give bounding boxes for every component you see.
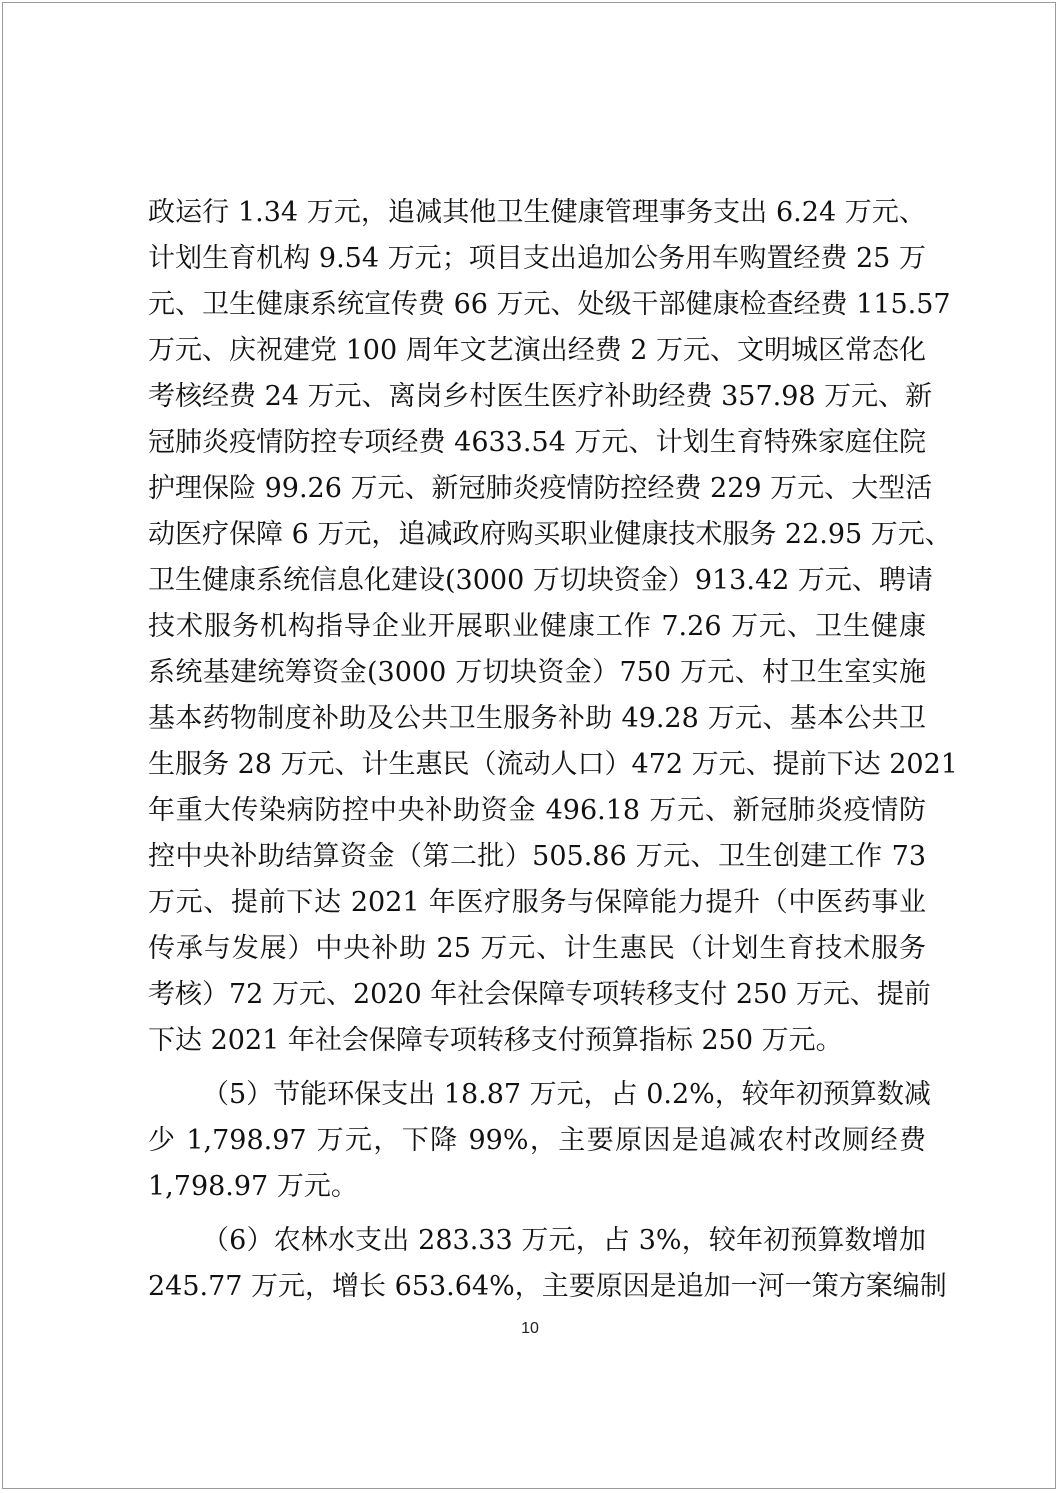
text-line: 系统基建统筹资金(3000 万切块资金）750 万元、村卫生室实施 <box>148 657 926 688</box>
text-line: 年重大传染病防控中央补助资金 496.18 万元、新冠肺炎疫情防 <box>148 795 926 826</box>
paragraph-agriculture-forestry-water <box>148 1218 947 1310</box>
text-line: 少 1,798.97 万元，下降 99%，主要原因是追减农村改厕经费 <box>148 1125 926 1156</box>
text-line: 基本药物制度补助及公共卫生服务补助 49.28 万元、基本公共卫 <box>148 703 926 734</box>
text-line: 政运行 1.34 万元，追减其他卫生健康管理事务支出 6.24 万元、 <box>148 197 926 228</box>
text-line: 动医疗保障 6 万元，追减政府购买职业健康技术服务 22.95 万元、 <box>148 519 952 550</box>
page-number: 10 <box>521 1320 539 1337</box>
text-line: 元、卫生健康系统宣传费 66 万元、处级干部健康检查经费 115.57 <box>148 289 951 320</box>
text-line: 生服务 28 万元、计生惠民（流动人口）472 万元、提前下达 2021 <box>148 749 958 780</box>
text-line: 245.77 万元，增长 653.64%，主要原因是追加一河一策方案编制 <box>148 1271 947 1302</box>
text-line: 控中央补助结算资金（第二批）505.86 万元、卫生创建工作 73 <box>148 841 926 872</box>
text-line: 1,798.97 万元。 <box>148 1171 358 1202</box>
text-line: 下达 2021 年社会保障专项转移支付预算指标 250 万元。 <box>148 1025 843 1056</box>
text-line: 技术服务机构指导企业开展职业健康工作 7.26 万元、卫生健康 <box>148 611 926 642</box>
paragraph-health-expenditure <box>148 190 958 1064</box>
text-line: （5）节能环保支出 18.87 万元，占 0.2%，较年初预算数减 <box>202 1079 931 1110</box>
text-line: 护理保险 99.26 万元、新冠肺炎疫情防控经费 229 万元、大型活 <box>148 473 933 504</box>
text-line: （6）农林水支出 283.33 万元，占 3%，较年初预算数增加 <box>202 1225 926 1256</box>
text-line: 万元、提前下达 2021 年医疗服务与保障能力提升（中医药事业 <box>148 887 926 918</box>
text-line: 万元、庆祝建党 100 周年文艺演出经费 2 万元、文明城区常态化 <box>148 335 927 366</box>
text-line: 计划生育机构 9.54 万元；项目支出追加公务用车购置经费 25 万 <box>148 243 926 274</box>
document-body <box>148 190 958 1310</box>
text-line: 冠肺炎疫情防控专项经费 4633.54 万元、计划生育特殊家庭住院 <box>148 427 926 458</box>
text-line: 考核）72 万元、2020 年社会保障专项转移支付 250 万元、提前 <box>148 979 931 1010</box>
text-line: 传承与发展）中央补助 25 万元、计生惠民（计划生育技术服务 <box>148 933 926 964</box>
paragraph-gap <box>148 1064 926 1072</box>
paragraph-gap <box>148 1210 926 1218</box>
paragraph-energy-environment <box>148 1072 931 1210</box>
text-line: 考核经费 24 万元、离岗乡村医生医疗补助经费 357.98 万元、新 <box>148 381 933 412</box>
text-line: 卫生健康系统信息化建设(3000 万切块资金）913.42 万元、聘请 <box>148 565 933 596</box>
